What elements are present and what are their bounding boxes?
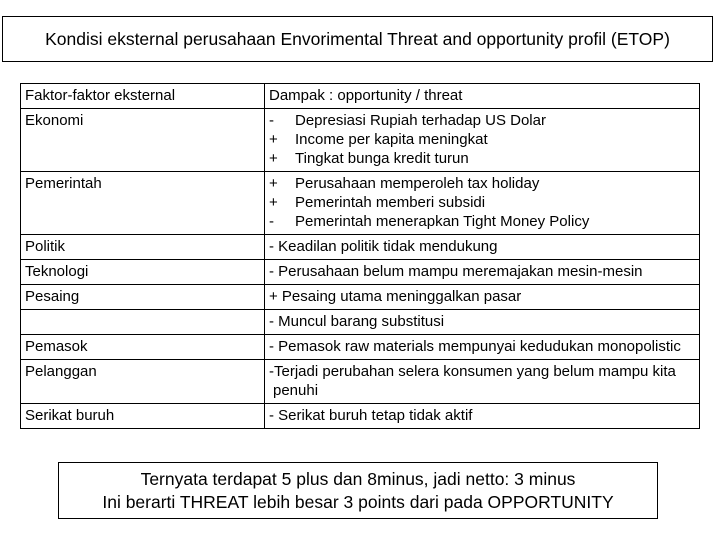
row-label-teknologi: Teknologi [21,260,265,285]
impact-sign: + [269,194,278,211]
row-impact-pelanggan [265,360,700,404]
page-title [2,16,713,62]
table-row-teknologi [21,260,700,285]
impact-sign: - [269,112,274,129]
table-row-substitusi [21,310,700,335]
row-label-pelanggan: Pelanggan [21,360,265,404]
row-label-politik: Politik [21,235,265,260]
row-impact-pesaing: + Pesaing utama meninggalkan pasar [265,285,700,310]
table-row-serikat [21,404,700,429]
impact-item [269,149,695,168]
row-label-empty [21,310,265,335]
row-impact-teknologi: - Perusahaan belum mampu meremajakan mesin-mesin [265,260,700,285]
impact-sign: + [269,131,278,148]
row-label-pesaing: Pesaing [21,285,265,310]
row-impact-politik: - Keadilan politik tidak mendukung [265,235,700,260]
row-label-pemasok: Pemasok [21,335,265,360]
impact-item [269,193,695,212]
note-line-2: Ini berarti THREAT lebih besar 3 points dari pada OPPORTUNITY [102,491,614,512]
row-impact-pemasok: - Pemasok raw materials mempunyai kedudukan monopolistic [265,335,700,360]
title-text: Kondisi eksternal perusahaan Envorimental Threat and opportunity profil (ETOP) [45,28,670,49]
row-impact-serikat: - Serikat buruh tetap tidak aktif [265,404,700,429]
impact-text: Income per kapita meningkat [295,131,488,148]
impact-text: Tingkat bunga kredit turun [295,150,469,167]
impact-sign: + [269,175,278,192]
note-line-1: Ternyata terdapat 5 plus dan 8minus, jadi netto: 3 minus [140,468,576,489]
header-dampak: Dampak : opportunity / threat [265,84,700,109]
impact-item [269,111,695,130]
row-label-pemerintah: Pemerintah [21,172,265,235]
table-row-pemasok [21,335,700,360]
etop-table [20,83,700,429]
impact-sign: + [269,150,278,167]
impact-item [269,130,695,149]
impact-item [269,174,695,193]
impact-sign: - [269,213,274,230]
conclusion-note [58,462,658,519]
impact-text: -Terjadi perubahan selera konsumen yang belum mampu kita [269,363,676,380]
row-impact-pemerintah [265,172,700,235]
row-label-serikat: Serikat buruh [21,404,265,429]
table-row-pesaing [21,285,700,310]
row-impact-ekonomi [265,109,700,172]
impact-text: Perusahaan memperoleh tax holiday [295,175,540,192]
table-header-row [21,84,700,109]
header-faktor: Faktor-faktor eksternal [21,84,265,109]
impact-text: Pemerintah memberi subsidi [295,194,486,211]
impact-text: Pemerintah menerapkan Tight Money Policy [295,213,590,230]
row-impact-substitusi: - Muncul barang substitusi [265,310,700,335]
table-row-politik [21,235,700,260]
row-label-ekonomi: Ekonomi [21,109,265,172]
table-row-pelanggan [21,360,700,404]
impact-text: penuhi [273,382,319,399]
table-row-ekonomi [21,109,700,172]
impact-item [269,212,695,231]
table-row-pemerintah [21,172,700,235]
impact-text: Depresiasi Rupiah terhadap US Dolar [295,112,546,129]
